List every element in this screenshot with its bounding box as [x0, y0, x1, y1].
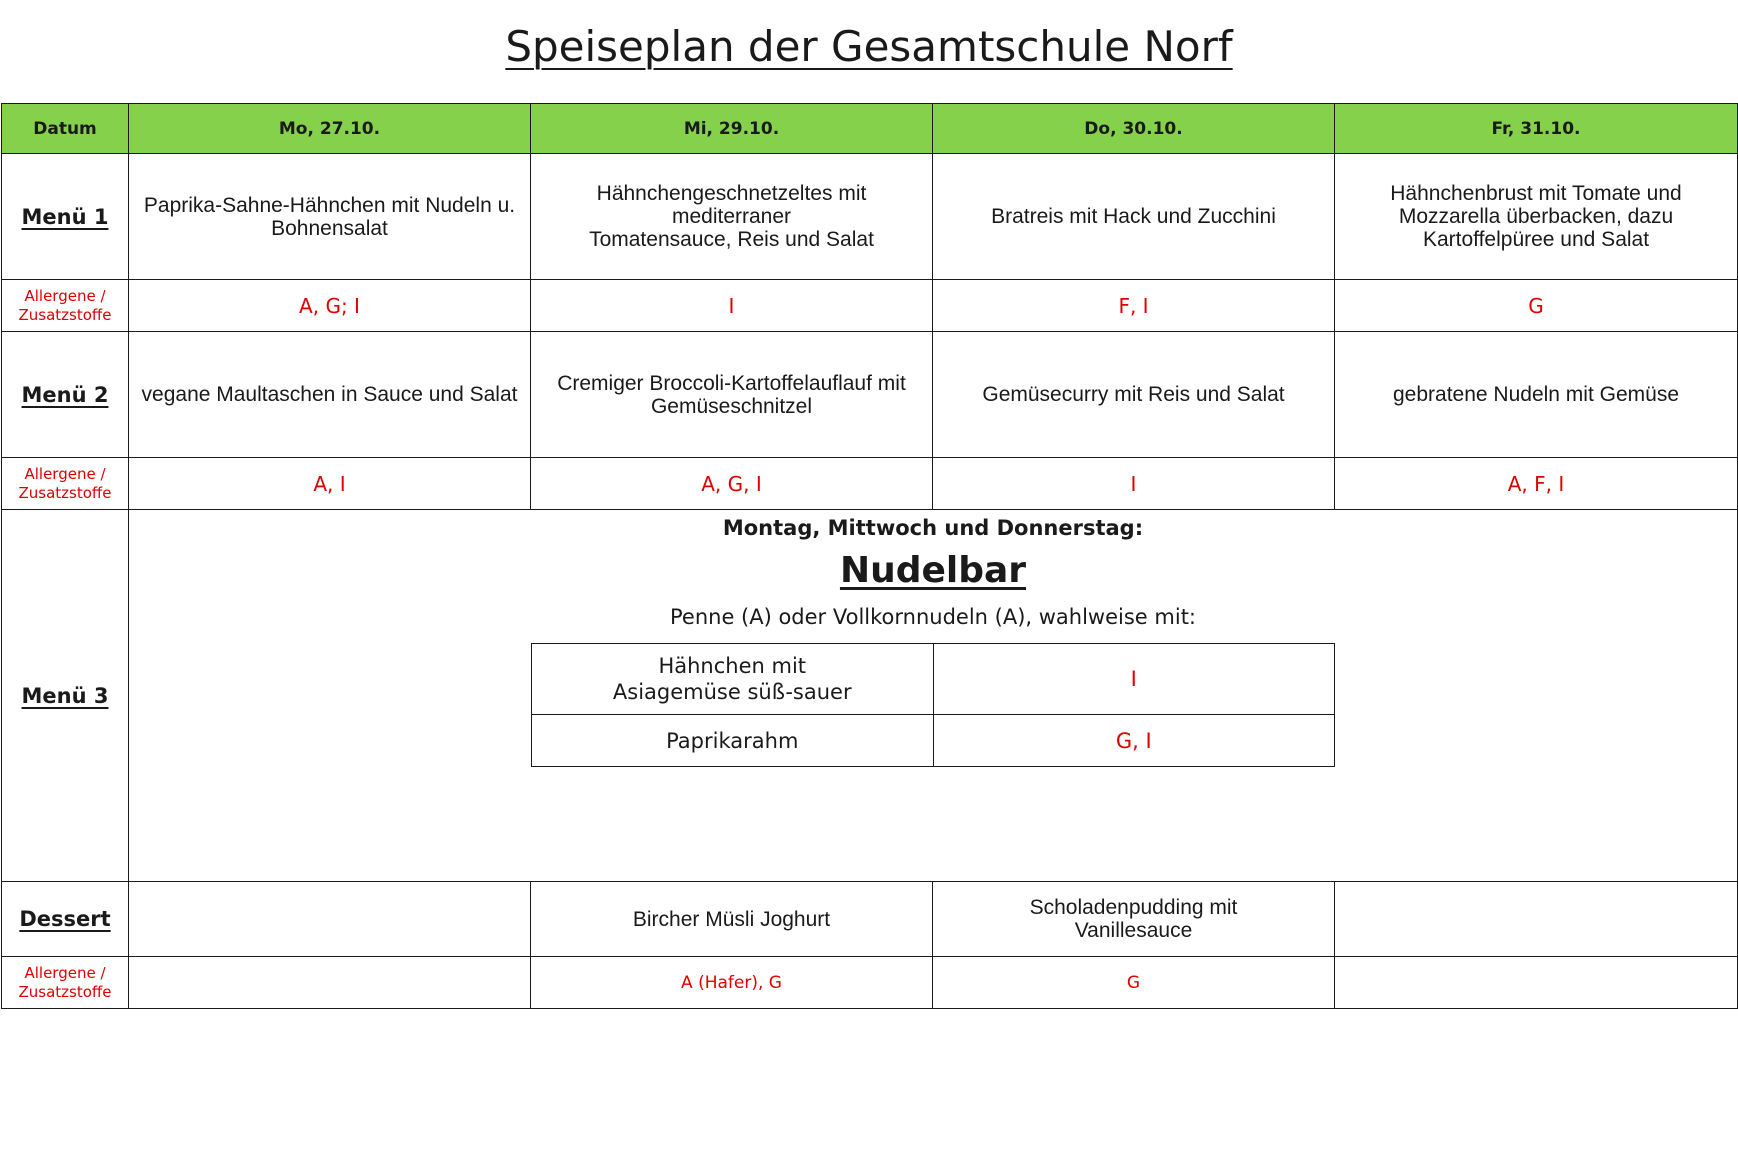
dessert-label: Dessert — [2, 882, 129, 957]
dessert-dish: Scholadenpudding mit Vanillesauce — [933, 882, 1335, 957]
allergens-label: Allergene / Zusatzstoffe — [2, 458, 129, 510]
menu2-allergens-row — [2, 458, 1738, 510]
menu2-label: Menü 2 — [2, 332, 129, 458]
day-header: Fr, 31.10. — [1335, 104, 1738, 154]
allergens-value — [129, 957, 531, 1009]
nudelbar-option-allergens: G, I — [933, 715, 1335, 767]
dessert-row — [2, 882, 1738, 957]
allergens-value: F, I — [933, 280, 1335, 332]
header-row — [2, 104, 1738, 154]
menu3-label: Menü 3 — [2, 510, 129, 882]
nudelbar-days: Montag, Mittwoch und Donnerstag: — [722, 516, 1144, 540]
nudelbar-option-name: Hähnchen mit Asiagemüse süß-sauer — [532, 644, 934, 715]
dessert-dish — [1335, 882, 1738, 957]
allergens-value: A, I — [129, 458, 531, 510]
meal-plan-table — [1, 103, 1738, 1009]
menu3-row — [2, 510, 1738, 882]
nudelbar-option-name: Paprikarahm — [532, 715, 934, 767]
day-header: Mo, 27.10. — [129, 104, 531, 154]
page-title: Speiseplan der Gesamtschule Norf — [505, 22, 1233, 71]
nudelbar-option-row — [532, 644, 1335, 715]
menu1-dish: Paprika-Sahne-Hähnchen mit Nudeln u. Bohnensalat — [129, 154, 531, 280]
nudelbar-title: Nudelbar — [839, 550, 1027, 591]
menu2-dish: Cremiger Broccoli-Kartoffelauflauf mit Gemüseschnitzel — [531, 332, 933, 458]
allergens-value: I — [933, 458, 1335, 510]
menu1-row — [2, 154, 1738, 280]
nudelbar-option-allergens: I — [933, 644, 1335, 715]
menu2-row — [2, 332, 1738, 458]
allergens-value: A, G; I — [129, 280, 531, 332]
allergens-value: A, G, I — [531, 458, 933, 510]
nudelbar-intro: Penne (A) oder Vollkornnudeln (A), wahlweise mit: — [669, 605, 1196, 629]
menu2-dish: vegane Maultaschen in Sauce und Salat — [129, 332, 531, 458]
allergens-value: I — [531, 280, 933, 332]
menu1-dish: Bratreis mit Hack und Zucchini — [933, 154, 1335, 280]
dessert-dish — [129, 882, 531, 957]
menu1-allergens-row — [2, 280, 1738, 332]
nudelbar-section — [129, 510, 1738, 882]
menu2-dish: gebratene Nudeln mit Gemüse — [1335, 332, 1738, 458]
allergens-value: G — [933, 957, 1335, 1009]
allergens-value: G — [1335, 280, 1738, 332]
menu1-dish: Hähnchenbrust mit Tomate und Mozzarella überbacken, dazu Kartoffelpüree und Salat — [1335, 154, 1738, 280]
menu2-dish: Gemüsecurry mit Reis und Salat — [933, 332, 1335, 458]
nudelbar-option-row — [532, 715, 1335, 767]
day-header: Mi, 29.10. — [531, 104, 933, 154]
dessert-dish: Bircher Müsli Joghurt — [531, 882, 933, 957]
allergens-value: A (Hafer), G — [531, 957, 933, 1009]
allergens-label: Allergene / Zusatzstoffe — [2, 957, 129, 1009]
date-header: Datum — [2, 104, 129, 154]
nudelbar-options-table — [531, 643, 1335, 767]
menu1-label: Menü 1 — [2, 154, 129, 280]
allergens-value: A, F, I — [1335, 458, 1738, 510]
menu1-dish: Hähnchengeschnetzeltes mit mediterraner Tomatensauce, Reis und Salat — [531, 154, 933, 280]
allergens-value — [1335, 957, 1738, 1009]
allergens-label: Allergene / Zusatzstoffe — [2, 280, 129, 332]
day-header: Do, 30.10. — [933, 104, 1335, 154]
dessert-allergens-row — [2, 957, 1738, 1009]
